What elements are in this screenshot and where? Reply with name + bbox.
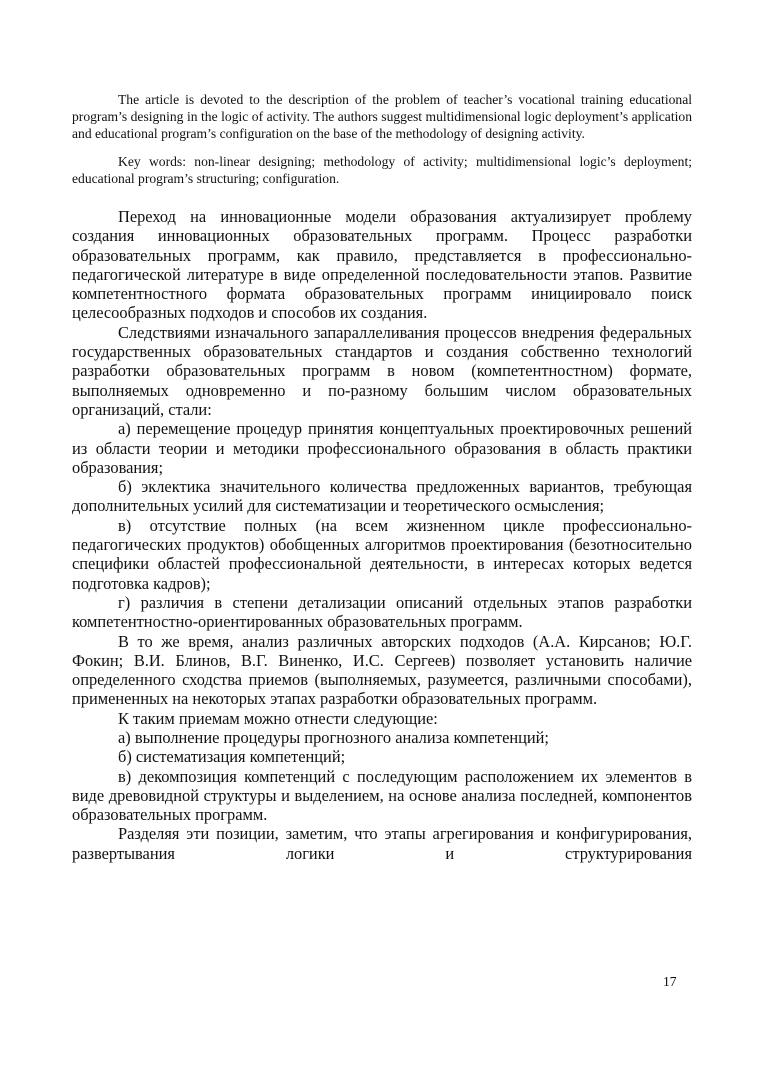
paragraph: Следствиями изначального запараллеливания процессов внедрения федеральных государственных образовательных стандартов и создания собственно технологий разработки образовательных программ в новом (компетентностном) формате, выполняемых одновременно и по-разному большим числом образовательных организаций, стали: xyxy=(72,322,692,419)
list-item: в) отсутствие полных (на всем жизненном цикле профессионально-педагогических продуктов) обобщенных алгоритмов проектирования (безотносительно специфики областей профессиональной деятельности, в интересах которых ведется подготовка кадров); xyxy=(72,515,692,593)
abstract-keywords: Key words: non-linear designing; methodology of activity; multidimensional logic’s deployment; educational program’s structuring; configuration. xyxy=(72,154,692,187)
list-item: г) различия в степени детализации описаний отдельных этапов разработки компетентностно-ориентированных образовательных программ. xyxy=(72,592,692,632)
paragraph: Переход на инновационные модели образования актуализирует проблему создания инновационных образовательных программ. Процесс разработки образовательных программ, как правило, представляется в профессионально-педагогической литературе в виде определенной последовательности этапов. Развитие компетентностного формата образовательных программ инициировало поиск целесообразных подходов и способов их создания. xyxy=(72,206,692,323)
list-item: в) декомпозиция компетенций с последующим расположением их элементов в виде древовидной структуры и выделением, на основе анализа последней, компонентов образовательных программ. xyxy=(72,766,692,825)
list-item: б) систематизация компетенций; xyxy=(118,747,346,767)
list-item: б) эклектика значительного количества предложенных вариантов, требующая дополнительных усилий для систематизации и теоретического осмысления; xyxy=(72,477,692,516)
list-item: а) выполнение процедуры прогнозного анализа компетенций; xyxy=(118,728,549,747)
document-page xyxy=(72,92,692,863)
abstract-summary: The article is devoted to the description of the problem of teacher’s vocational training educational program’s designing in the logic of activity. The authors suggest multidimensional logic deployment’s application and educational program’s configuration on the base of the methodology of designing activity. xyxy=(72,92,692,141)
paragraph: Разделяя эти позиции, заметим, что этапы агрегирования и конфигурирования, развертывания логики и структурирования xyxy=(72,824,692,863)
list-item: а) перемещение процедур принятия концептуальных проектировочных решений из области теории и методики профессионального образования в область практики образования; xyxy=(72,419,692,477)
main-text xyxy=(72,207,692,863)
paragraph: В то же время, анализ различных авторских подходов (А.А. Кирсанов; Ю.Г. Фокин; В.И. Блинов, В.Г. Виненко, И.С. Сергеев) позволяет установить наличие определенного сходства приемов (выполняемых, разумеется, различными способами), примененных на некоторых этапах разработки образовательных программ. xyxy=(72,631,692,709)
paragraph: К таким приемам можно отнести следующие: xyxy=(118,708,438,728)
page-number: 17 xyxy=(663,974,677,989)
